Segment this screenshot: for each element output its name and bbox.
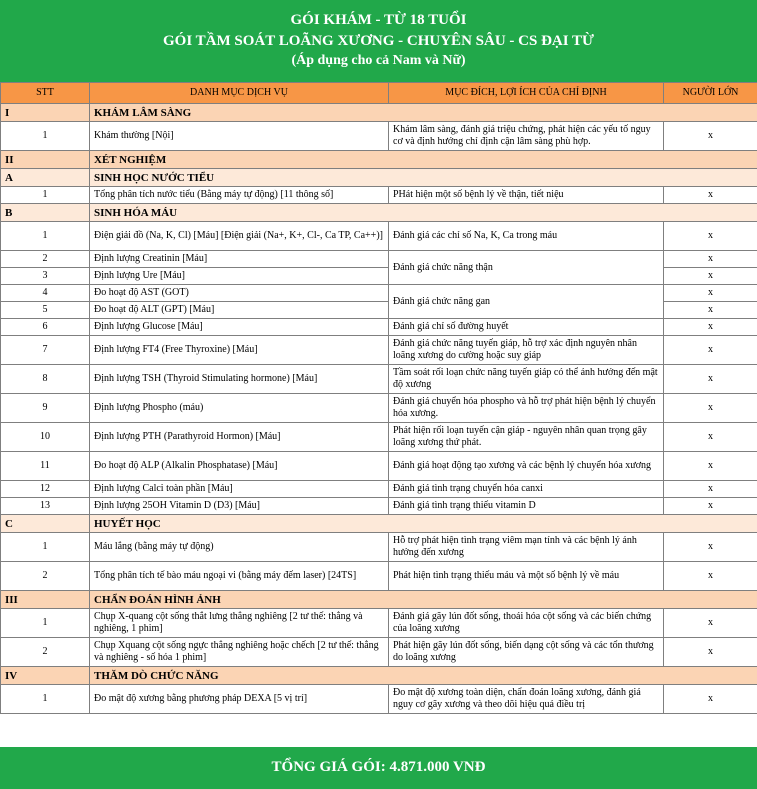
service-name: Định lượng Glucose [Máu] [90, 319, 389, 336]
section-number: III [1, 591, 90, 609]
section-title: HUYẾT HỌC [90, 515, 757, 533]
adult-included-mark: x [664, 481, 757, 498]
table-row [1, 285, 757, 302]
section-title: SINH HÓA MÁU [90, 204, 757, 222]
service-purpose: Phát hiện rối loạn tuyến cận giáp - nguyên nhân quan trọng gây loãng xương thứ phát. [389, 423, 664, 452]
row-number: 1 [1, 609, 90, 638]
service-name: Định lượng PTH (Parathyroid Hormon) [Máu] [90, 423, 389, 452]
table-row [1, 638, 757, 667]
service-purpose: Phát hiện gãy lún đốt sống, biến dạng cột sống và các tổn thương do loãng xương [389, 638, 664, 667]
service-name: Đo hoạt độ AST (GOT) [90, 285, 389, 302]
service-purpose: Đánh giá tình trạng chuyển hóa canxi [389, 481, 664, 498]
section-row [1, 667, 757, 685]
table-row [1, 394, 757, 423]
adult-included-mark: x [664, 609, 757, 638]
adult-included-mark: x [664, 365, 757, 394]
row-number: 12 [1, 481, 90, 498]
table-row [1, 336, 757, 365]
table-row [1, 609, 757, 638]
table-row [1, 452, 757, 481]
row-number: 5 [1, 302, 90, 319]
service-table [0, 82, 757, 714]
service-name: Điện giải đồ (Na, K, Cl) [Máu] [Điện giải (Na+, K+, Cl-, Ca TP, Ca++)] [90, 222, 389, 251]
service-purpose: Đánh giá chỉ số đường huyết [389, 319, 664, 336]
service-name: Định lượng Phospho (máu) [90, 394, 389, 423]
service-purpose: PHát hiện một số bệnh lý về thận, tiết niệu [389, 187, 664, 204]
service-purpose: Đánh giá chức năng thận [389, 251, 664, 285]
table-body [1, 104, 757, 714]
adult-included-mark: x [664, 394, 757, 423]
section-title: THĂM DÒ CHỨC NĂNG [90, 667, 757, 685]
service-purpose: Đánh giá hoạt động tạo xương và các bệnh lý chuyển hóa xương [389, 452, 664, 481]
package-header [0, 0, 757, 82]
row-number: 6 [1, 319, 90, 336]
adult-included-mark: x [664, 319, 757, 336]
row-number: 1 [1, 685, 90, 714]
total-price: TỔNG GIÁ GÓI: 4.871.000 VNĐ [0, 747, 757, 789]
service-purpose: Khám lâm sàng, đánh giá triệu chứng, phát hiện các yếu tố nguy cơ và định hướng chỉ định cận lâm sàng phù hợp. [389, 122, 664, 151]
service-name: Chụp Xquang cột sống ngực thẳng nghiêng hoặc chếch [2 tư thế: thẳng và nghiêng - số hóa 1 phim] [90, 638, 389, 667]
service-name: Định lượng FT4 (Free Thyroxine) [Máu] [90, 336, 389, 365]
row-number: 1 [1, 122, 90, 151]
table-row [1, 251, 757, 268]
package-applicability: (Áp dụng cho cả Nam và Nữ) [291, 53, 466, 68]
adult-included-mark: x [664, 187, 757, 204]
adult-included-mark: x [664, 302, 757, 319]
subsection-row [1, 204, 757, 222]
adult-included-mark: x [664, 685, 757, 714]
service-name: Chụp X-quang cột sống thắt lưng thẳng nghiêng [2 tư thế: thẳng và nghiêng, 1 phim] [90, 609, 389, 638]
table-row [1, 423, 757, 452]
section-title: KHÁM LÂM SÀNG [90, 104, 757, 122]
adult-included-mark: x [664, 251, 757, 268]
row-number: 2 [1, 638, 90, 667]
column-header-purpose: MỤC ĐÍCH, LỢI ÍCH CỦA CHỈ ĐỊNH [389, 83, 664, 104]
table-row [1, 498, 757, 515]
row-number: 3 [1, 268, 90, 285]
table-row [1, 562, 757, 591]
section-number: C [1, 515, 90, 533]
subsection-row [1, 169, 757, 187]
row-number: 9 [1, 394, 90, 423]
service-name: Đo mật độ xương bằng phương pháp DEXA [5 vị trí] [90, 685, 389, 714]
adult-included-mark: x [664, 268, 757, 285]
row-number: 8 [1, 365, 90, 394]
section-row [1, 151, 757, 169]
section-number: IV [1, 667, 90, 685]
table-header-row [1, 83, 757, 104]
row-number: 11 [1, 452, 90, 481]
section-row [1, 104, 757, 122]
table-row [1, 319, 757, 336]
table-row [1, 365, 757, 394]
column-header-service: DANH MỤC DỊCH VỤ [90, 83, 389, 104]
section-title: XÉT NGHIỆM [90, 151, 757, 169]
package-name-title: GÓI TẦM SOÁT LOÃNG XƯƠNG - CHUYÊN SÂU - CS ĐẠI TỪ [162, 33, 594, 49]
service-name: Tổng phân tích nước tiểu (Bằng máy tự động) [11 thông số] [90, 187, 389, 204]
table-row [1, 533, 757, 562]
service-name: Định lượng Ure [Máu] [90, 268, 389, 285]
service-name: Đo hoạt độ ALP (Alkalin Phosphatase) [Máu] [90, 452, 389, 481]
section-number: B [1, 204, 90, 222]
subsection-row [1, 515, 757, 533]
package-age-title: GÓI KHÁM - TỪ 18 TUỔI [290, 12, 467, 28]
section-number: II [1, 151, 90, 169]
table-row [1, 685, 757, 714]
service-purpose: Đánh giá chuyển hóa phospho và hỗ trợ phát hiện bệnh lý chuyển hóa xương. [389, 394, 664, 423]
row-number: 2 [1, 251, 90, 268]
adult-included-mark: x [664, 285, 757, 302]
service-name: Máu lắng (bằng máy tự động) [90, 533, 389, 562]
service-name: Định lượng Creatinin [Máu] [90, 251, 389, 268]
adult-included-mark: x [664, 452, 757, 481]
service-purpose: Tầm soát rối loạn chức năng tuyến giáp có thể ảnh hưởng đến mật độ xương [389, 365, 664, 394]
section-row [1, 591, 757, 609]
adult-included-mark: x [664, 222, 757, 251]
table-row [1, 481, 757, 498]
row-number: 10 [1, 423, 90, 452]
service-purpose: Phát hiện tình trạng thiếu máu và một số bệnh lý về máu [389, 562, 664, 591]
row-number: 4 [1, 285, 90, 302]
column-header-stt: STT [1, 83, 90, 104]
adult-included-mark: x [664, 533, 757, 562]
service-purpose: Đánh giá chức năng gan [389, 285, 664, 319]
section-number: A [1, 169, 90, 187]
service-purpose: Đánh giá gãy lún đốt sống, thoái hóa cột sống và các biến chứng của loãng xương [389, 609, 664, 638]
row-number: 2 [1, 562, 90, 591]
service-purpose: Hỗ trợ phát hiện tình trạng viêm mạn tính và các bệnh lý ảnh hưởng đến xương [389, 533, 664, 562]
service-purpose: Đánh giá chức năng tuyến giáp, hỗ trợ xác định nguyên nhân loãng xương do cường hoặc suy giáp [389, 336, 664, 365]
table-row [1, 222, 757, 251]
table-row [1, 122, 757, 151]
service-name: Khám thường [Nội] [90, 122, 389, 151]
service-name: Định lượng TSH (Thyroid Stimulating hormone) [Máu] [90, 365, 389, 394]
adult-included-mark: x [664, 562, 757, 591]
table-row [1, 187, 757, 204]
adult-included-mark: x [664, 498, 757, 515]
section-title: SINH HỌC NƯỚC TIỂU [90, 169, 757, 187]
row-number: 7 [1, 336, 90, 365]
service-purpose: Đánh giá tình trạng thiếu vitamin D [389, 498, 664, 515]
row-number: 1 [1, 187, 90, 204]
adult-included-mark: x [664, 638, 757, 667]
column-header-adult: NGƯỜI LỚN [664, 83, 757, 104]
service-purpose: Đo mật độ xương toàn diện, chẩn đoán loãng xương, đánh giá nguy cơ gãy xương và theo dõi hiệu quả điều trị [389, 685, 664, 714]
row-number: 1 [1, 222, 90, 251]
adult-included-mark: x [664, 122, 757, 151]
service-name: Định lượng 25OH Vitamin D (D3) [Máu] [90, 498, 389, 515]
service-name: Định lượng Calci toàn phần [Máu] [90, 481, 389, 498]
service-name: Tổng phân tích tế bào máu ngoại vi (bằng máy đếm laser) [24TS] [90, 562, 389, 591]
row-number: 1 [1, 533, 90, 562]
section-number: I [1, 104, 90, 122]
service-purpose: Đánh giá các chỉ số Na, K, Ca trong máu [389, 222, 664, 251]
row-number: 13 [1, 498, 90, 515]
section-title: CHẨN ĐOÁN HÌNH ẢNH [90, 591, 757, 609]
service-name: Đo hoạt độ ALT (GPT) [Máu] [90, 302, 389, 319]
adult-included-mark: x [664, 336, 757, 365]
adult-included-mark: x [664, 423, 757, 452]
